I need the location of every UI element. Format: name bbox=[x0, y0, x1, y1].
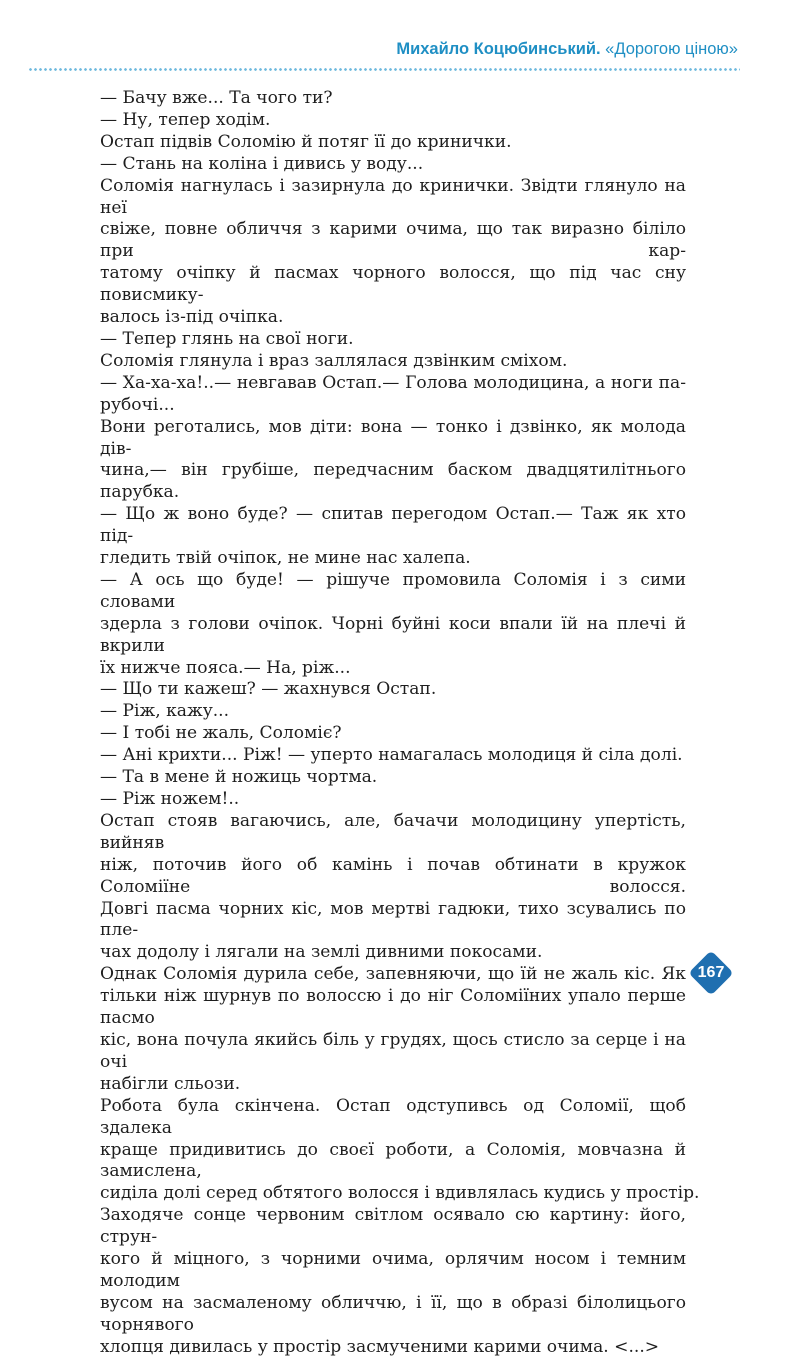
text-line: — Ріж, кажу... bbox=[100, 701, 230, 722]
text-line: — Бачу вже... Та чого ти? bbox=[100, 88, 333, 108]
running-header bbox=[396, 40, 738, 59]
text-line: Довгі пасма чорних кіс, мов мертві гадюки, тихо зсувались по пле- bbox=[100, 898, 686, 941]
text-line: Соломія глянула і враз заллялася дзвінким сміхом. bbox=[100, 350, 568, 371]
text-line: — Ані крихти... Ріж! — уперто намагалась молодиця й сіла долі. bbox=[100, 745, 683, 766]
text-line: Заходяче сонце червоним світлом осявало сю картину: його, струн- bbox=[100, 1205, 686, 1248]
text-line: ніж, поточив його об камінь і почав обтинати в кружок Соломіїне волосся. bbox=[100, 854, 686, 897]
text-line: татому очіпку й пасмах чорного волосся, що під час сну повисмику- bbox=[100, 263, 686, 306]
header-title: «Дорогою ціною» bbox=[605, 40, 738, 58]
text-line: — Стань на коліна і дивись у воду... bbox=[100, 153, 424, 174]
text-line: сиділа долі серед обтятого волосся і вдивлялась кудись у простір. bbox=[100, 1183, 700, 1204]
text-line: набігли сльози. bbox=[100, 1073, 241, 1094]
text-line: — Ріж ножем!.. bbox=[100, 789, 240, 809]
text-line: чах додолу і лягали на землі дивними покосами. bbox=[100, 942, 543, 963]
story-text bbox=[100, 88, 700, 1359]
text-line: їх нижче пояса.— На, ріж... bbox=[100, 657, 351, 678]
text-line: — Ха-ха-ха!..— невгавав Остап.— Голова молодицина, а ноги па- bbox=[100, 372, 686, 393]
text-line: валось із-під очіпка. bbox=[100, 307, 284, 328]
page-number: 167 bbox=[697, 964, 725, 981]
text-line: тільки ніж шурнув по волоссю і до ніг Соломіїних упало перше пасмо bbox=[100, 986, 686, 1029]
text-line: Однак Соломія дурила себе, запевняючи, що їй не жаль кіс. Як bbox=[100, 964, 686, 985]
text-line: Остап підвів Соломію й потяг її до кринички. bbox=[100, 131, 512, 152]
header-author: Михайло Коцюбинський. bbox=[396, 40, 601, 58]
text-line: — Тепер глянь на свої ноги. bbox=[100, 328, 354, 349]
text-line: чина,— він грубіше, передчасним баском двадцятилітнього парубка. bbox=[100, 460, 686, 503]
text-line: свіже, повне обличчя з карими очима, що так виразно біліло при кар- bbox=[100, 219, 686, 262]
text-line: рубочі... bbox=[100, 394, 175, 415]
text-line: кого й міцного, з чорними очима, орлячим носом і темним молодим bbox=[100, 1249, 686, 1291]
text-line: здерла з голови очіпок. Чорні буйні коси впали їй на плечі й вкрили bbox=[100, 613, 686, 656]
text-line: — А ось що буде! — рішуче промовила Соломія і з сими словами bbox=[100, 569, 686, 612]
text-line: хлопця дивилась у простір засмученими карими очима. <...> bbox=[100, 1336, 660, 1357]
text-line: Вони реготались, мов діти: вона — тонко і дзвінко, як молода дів- bbox=[100, 416, 686, 459]
text-line: Остап стояв вагаючись, але, бачачи молодицину упертість, вийняв bbox=[100, 810, 686, 853]
text-line: Соломія нагнулась і зазирнула до кринички. Звідти глянуло на неї bbox=[100, 175, 686, 218]
text-line: краще придивитись до своєї роботи, а Соломія, мовчазна й замислена, bbox=[100, 1139, 686, 1182]
text-line: — І тобі не жаль, Соломіє? bbox=[100, 723, 342, 744]
text-line: — Ну, тепер ходім. bbox=[100, 109, 271, 130]
page-number-badge bbox=[687, 949, 735, 997]
text-line: — Та в мене й ножиць чортма. bbox=[100, 767, 378, 788]
text-line: — Що ж воно буде? — спитав перегодом Остап.— Таж як хто під- bbox=[100, 504, 686, 547]
dotted-divider bbox=[28, 68, 740, 71]
text-line: гледить твій очіпок, не мине нас халепа. bbox=[100, 548, 471, 569]
text-line: — Що ти кажеш? — жахнувся Остап. bbox=[100, 679, 437, 700]
text-line: Робота була скінчена. Остап одступивсь од Соломії, щоб здалека bbox=[100, 1095, 686, 1138]
text-line: кіс, вона почула якийсь біль у грудях, щось стисло за серце і на очі bbox=[100, 1029, 686, 1072]
text-line: вусом на засмаленому обличчю, і її, що в образі білолицього чорнявого bbox=[100, 1292, 686, 1335]
